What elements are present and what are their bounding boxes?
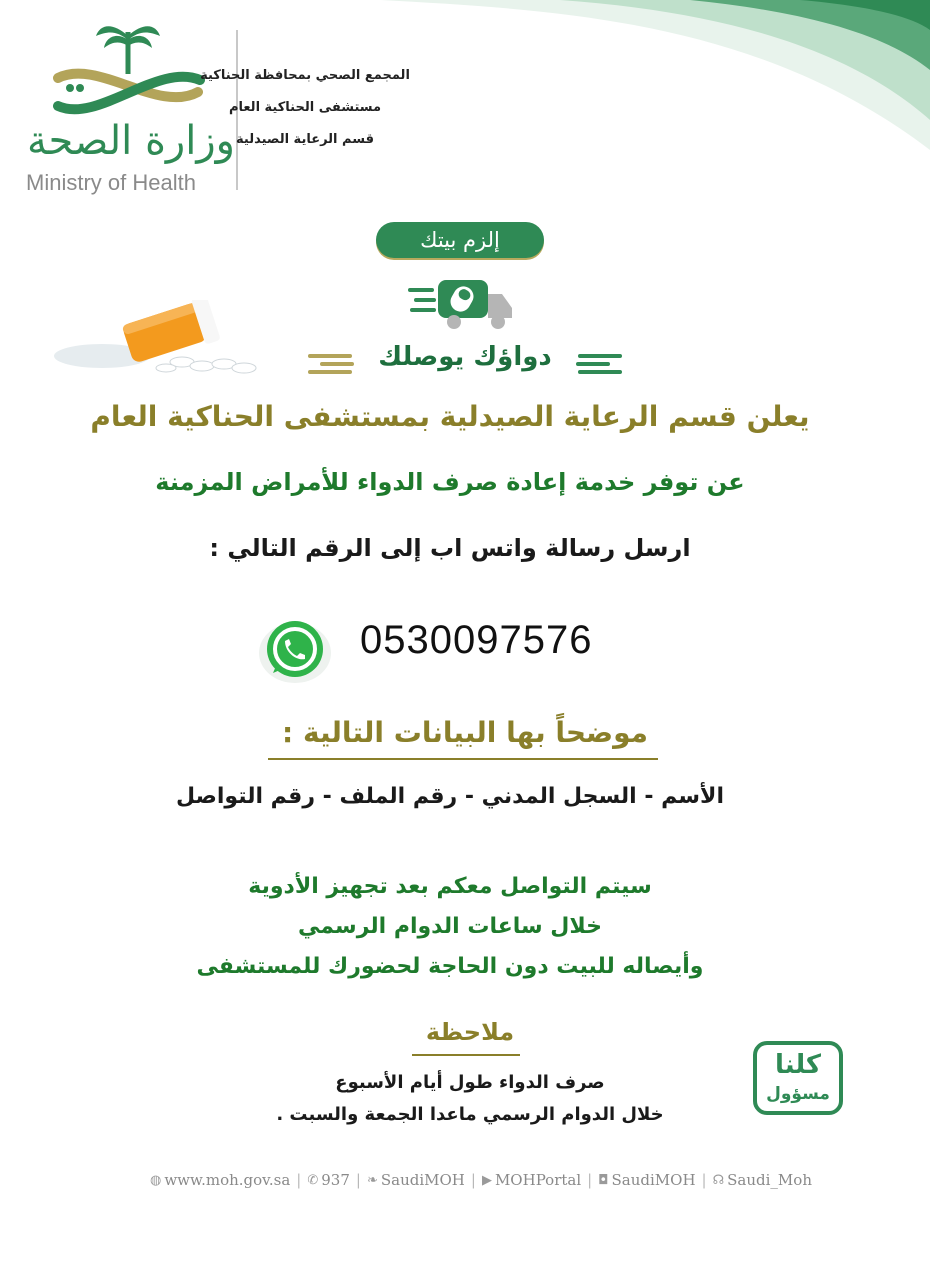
pill-bottle-illustration	[52, 300, 262, 380]
footer-youtube[interactable]	[482, 1171, 581, 1189]
delivery-truck-icon	[406, 270, 516, 334]
footer-separator: |	[470, 1171, 476, 1189]
required-fields: الأسم - السجل المدني - رقم الملف - رقم التواصل	[176, 784, 724, 809]
header-line-hospital: مستشفى الحناكية العام	[228, 100, 382, 115]
note-title: ملاحظة	[425, 1018, 515, 1046]
kollona-line-1: كلنا	[774, 1050, 822, 1080]
note-line-2: خلال الدوام الرسمي ماعدا الجمعة والسبت .	[276, 1104, 664, 1125]
footer-youtube-text: MOHPortal	[494, 1171, 582, 1189]
kollona-masool-logo	[752, 1040, 844, 1116]
twitter-icon: ❧	[366, 1172, 378, 1188]
youtube-icon: ▶	[481, 1172, 492, 1188]
logo-english-text: Ministry of Health	[26, 170, 196, 195]
whatsapp-icon	[255, 615, 335, 685]
note-title-underline	[412, 1054, 520, 1056]
footer-instagram[interactable]	[598, 1171, 695, 1189]
footer-snapchat[interactable]	[713, 1171, 812, 1189]
header-line-complex: المجمع الصحي بمحافظة الحناكية	[200, 68, 410, 83]
footer-website[interactable]	[150, 1171, 290, 1189]
footer-separator: |	[587, 1171, 593, 1189]
footer-twitter-text: SaudiMOH	[380, 1171, 465, 1189]
phone-number[interactable]: 0530097576	[360, 618, 593, 662]
kollona-line-2: مسؤول	[766, 1084, 830, 1104]
footer-separator: |	[355, 1171, 361, 1189]
note-line-1: صرف الدواء طول أيام الأسبوع	[335, 1072, 605, 1093]
footer-phone-text: 937	[321, 1171, 350, 1189]
process-line-3: وأيصاله للبيت دون الحاجة لحضورك للمستشفى	[196, 954, 704, 979]
details-heading: موضحاً بها البيانات التالية :	[282, 716, 648, 749]
footer-separator: |	[701, 1171, 707, 1189]
process-line-2: خلال ساعات الدوام الرسمي	[298, 914, 602, 939]
whatsapp-instruction: ارسل رسالة واتس اب إلى الرقم التالي :	[209, 534, 691, 562]
snapchat-icon: ☊	[712, 1172, 725, 1188]
stay-home-badge: إلزم بيتك	[376, 222, 544, 258]
logo-arabic-text: وزارة الصحة	[27, 118, 235, 164]
phone-icon: ✆	[307, 1172, 319, 1188]
footer-website-text: www.moh.gov.sa	[164, 1171, 291, 1189]
details-heading-underline	[268, 758, 658, 760]
announcement-heading: يعلن قسم الرعاية الصيدلية بمستشفى الحناكية العام	[90, 400, 810, 433]
footer-phone[interactable]	[307, 1171, 350, 1189]
globe-icon: ◍	[150, 1172, 162, 1188]
footer-separator: |	[296, 1171, 302, 1189]
footer-snapchat-text: Saudi_Moh	[727, 1171, 812, 1189]
footer-twitter[interactable]	[367, 1171, 465, 1189]
process-line-1: سيتم التواصل معكم بعد تجهيز الأدوية	[248, 874, 652, 899]
campaign-slogan: دواؤك يوصلك	[378, 342, 552, 372]
header-line-department: قسم الرعاية الصيدلية	[236, 132, 374, 147]
footer-instagram-text: SaudiMOH	[611, 1171, 696, 1189]
footer-contacts	[150, 1168, 840, 1192]
service-description: عن توفر خدمة إعادة صرف الدواء للأمراض المزمنة	[155, 468, 745, 496]
instagram-icon: ◘	[598, 1172, 609, 1188]
